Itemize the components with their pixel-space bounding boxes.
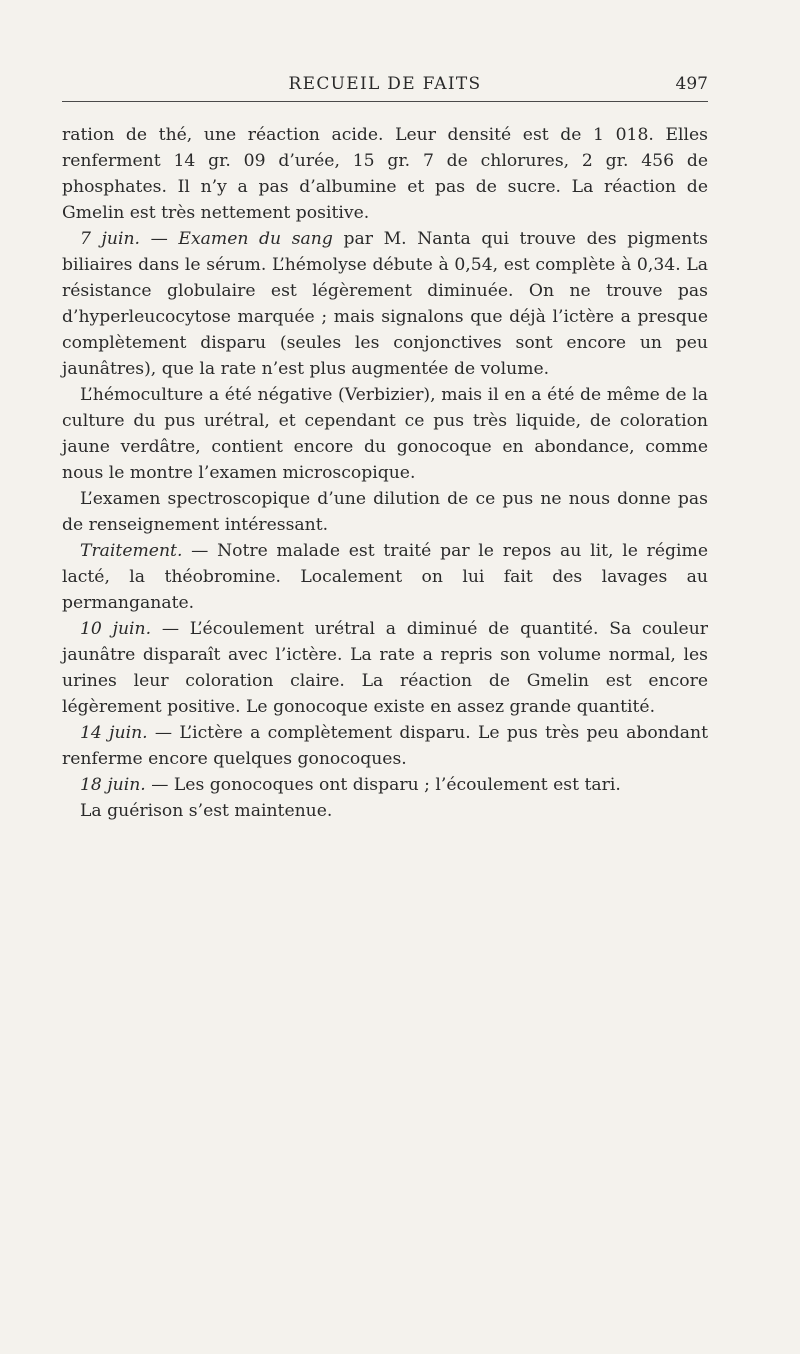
paragraph-traitement — [62, 538, 708, 616]
paragraph-18-juin — [62, 772, 708, 798]
paragraph-guerison — [62, 798, 708, 824]
paragraph-text: ration de thé, une réaction acide. Leur densité est de 1 018. Elles renferment 14 gr. 09 d’urée, 15 gr. 7 de chlorures, 2 gr. 456 de phosphates. Il n’y a pas d’albumine et pas de sucre. La réaction de Gmelin est très nettement positive. — [62, 125, 708, 223]
date-label: 7 juin. — [80, 229, 140, 249]
date-label: 14 juin. — [80, 723, 148, 743]
page-number: 497 — [675, 74, 708, 94]
paragraph-7-juin — [62, 226, 708, 382]
italic-heading: Examen du sang — [178, 229, 333, 249]
paragraph-text: L’examen spectroscopique d’une dilution de ce pus ne nous donne pas de renseignement intéressant. — [62, 489, 708, 535]
paragraph-14-juin — [62, 720, 708, 772]
paragraph-hemoculture — [62, 382, 708, 486]
paragraph-text: — L’écoulement urétral a diminué de quantité. Sa couleur jaunâtre disparaît avec l’ictère. La rate a repris son volume normal, les urines leur coloration claire. La réaction de Gmelin est encore légèrement positive. Le gonocoque existe en assez grande quantité. — [62, 619, 708, 717]
paragraph-text: — L’ictère a complètement disparu. Le pus très peu abondant renferme encore quelques gonocoques. — [62, 723, 708, 769]
running-title: RECUEIL DE FAITS — [288, 74, 482, 94]
running-head — [62, 68, 708, 98]
paragraph-spectroscopy — [62, 486, 708, 538]
header-rule — [62, 101, 708, 102]
paragraph-text: — Les gonocoques ont disparu ; l’écoulement est tari. — [145, 775, 621, 795]
section-label: Traitement. — [80, 541, 183, 561]
paragraph-text: La guérison s’est maintenue. — [80, 801, 333, 821]
paragraph-text: L’hémoculture a été négative (Verbizier), mais il en a été de même de la culture du pus urétral, et cependant ce pus très liquide, de coloration jaune verdâtre, contient encore du gonocoque en abondance, comme nous le montre l’examen microscopique. — [62, 385, 708, 483]
body-text — [62, 122, 708, 824]
paragraph-text: — Notre malade est traité par le repos au lit, le régime lacté, la théobromine. Localement on lui fait des lavages au permanganate. — [62, 541, 708, 613]
paragraph-text: par M. Nanta qui trouve des pigments biliaires dans le sérum. L’hémolyse débute à 0,54, est complète à 0,34. La résistance globulaire est légèrement diminuée. On ne trouve pas d’hyperleucocytose marquée ; mais signalons que déjà l’ictère a presque complètement disparu (seules les conjonctives sont encore un peu jaunâtres), que la rate n’est plus augmentée de volume. — [62, 229, 708, 379]
paragraph-10-juin — [62, 616, 708, 720]
date-label: 18 juin. — [80, 775, 146, 795]
date-label: 10 juin. — [80, 619, 152, 639]
paragraph-urine-analysis — [62, 122, 708, 226]
dash-separator: — — [139, 229, 179, 249]
